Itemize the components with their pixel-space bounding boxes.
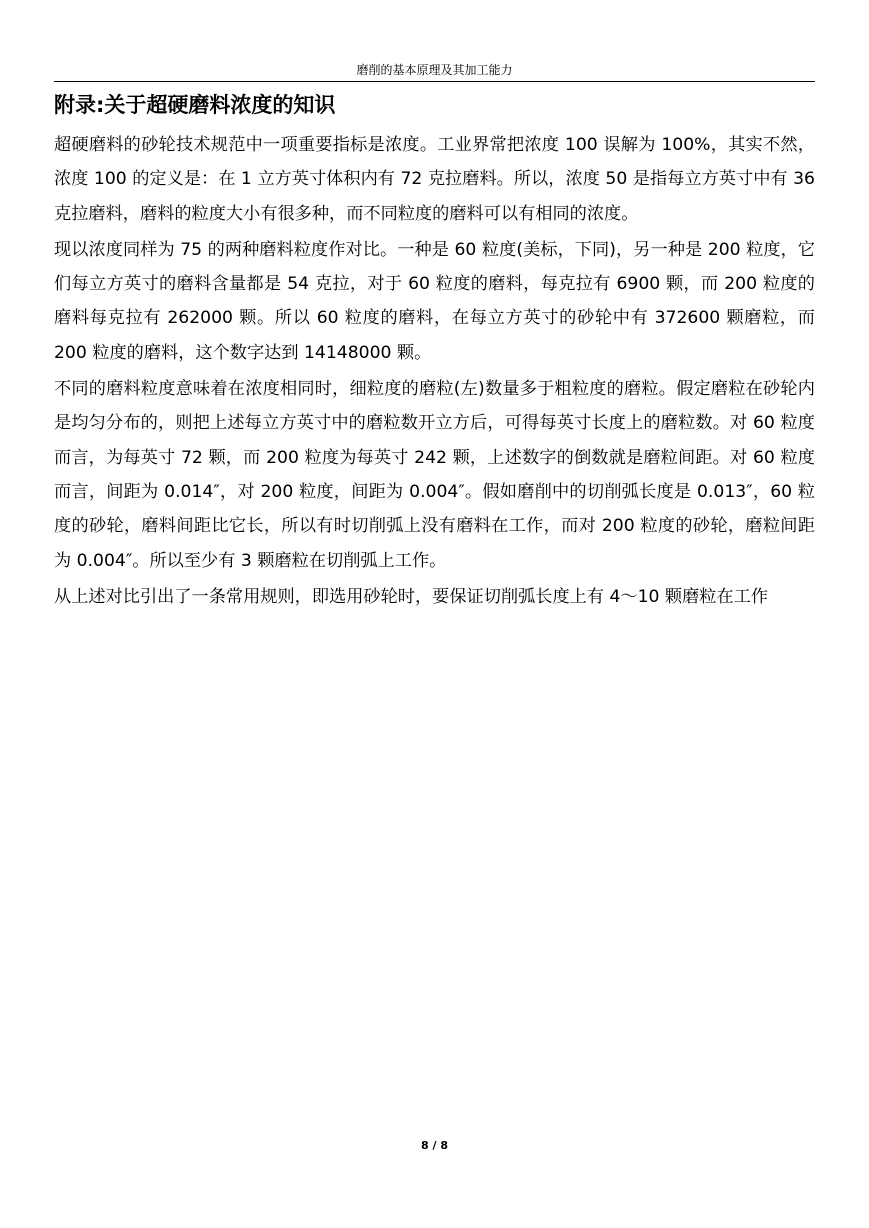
- body-text: [54, 128, 815, 616]
- paragraph-selection-rule: 从上述对比引出了一条常用规则，即选用砂轮时，要保证切削弧长度上有 4～10 颗磨粒在工作: [54, 586, 769, 607]
- running-header: 磨削的基本原理及其加工能力: [356, 63, 513, 77]
- paragraph-grit-comparison: 现以浓度同样为 75 的两种磨料粒度作对比。一种是 60 粒度(美标，下同)，另一种是 200 粒度，它们每立方英寸的磨料含量都是 54 克拉，对于 60 粒度的磨料，每克拉有 6900 颗，而 200 粒度的磨料每克拉有 262000 颗。所以 60 粒度的磨料，在每立方英寸的砂轮中有 372600 颗磨粒，而 200 粒度的磨料，这个数字达到 14148000 颗。: [54, 239, 815, 363]
- paragraph-concentration-definition: 超硬磨料的砂轮技术规范中一项重要指标是浓度。工业界常把浓度 100 误解为 100%，其实不然，浓度 100 的定义是：在 1 立方英寸体积内有 72 克拉磨料。所以，浓度 50 是指每立方英寸中有 36 克拉磨料，磨料的粒度大小有很多种，而不同粒度的磨料可以有相同的浓度。: [54, 135, 815, 224]
- paragraph-grain-spacing: 不同的磨料粒度意味着在浓度相同时，细粒度的磨粒(左)数量多于粗粒度的磨粒。假定磨粒在砂轮内是均匀分布的，则把上述每立方英寸中的磨粒数开立方后，可得每英寸长度上的磨粒数。对 60 粒度而言，为每英寸 72 颗，而 200 粒度为每英寸 242 颗，上述数字的倒数就是磨粒间距。对 60 粒度而言，间距为 0.014″，对 200 粒度，间距为 0.004″。假如磨削中的切削弧长度是 0.013″，60 粒度的砂轮，磨料间距比它长，所以有时切削弧上没有磨料在工作，而对 200 粒度的砂轮，磨粒间距为 0.004″。所以至少有 3 颗磨粒在切削弧上工作。: [54, 379, 815, 571]
- section-title: 附录:关于超硬磨料浓度的知识: [54, 93, 336, 117]
- page-number: 8 / 8: [421, 1139, 448, 1152]
- header-divider: [54, 81, 815, 82]
